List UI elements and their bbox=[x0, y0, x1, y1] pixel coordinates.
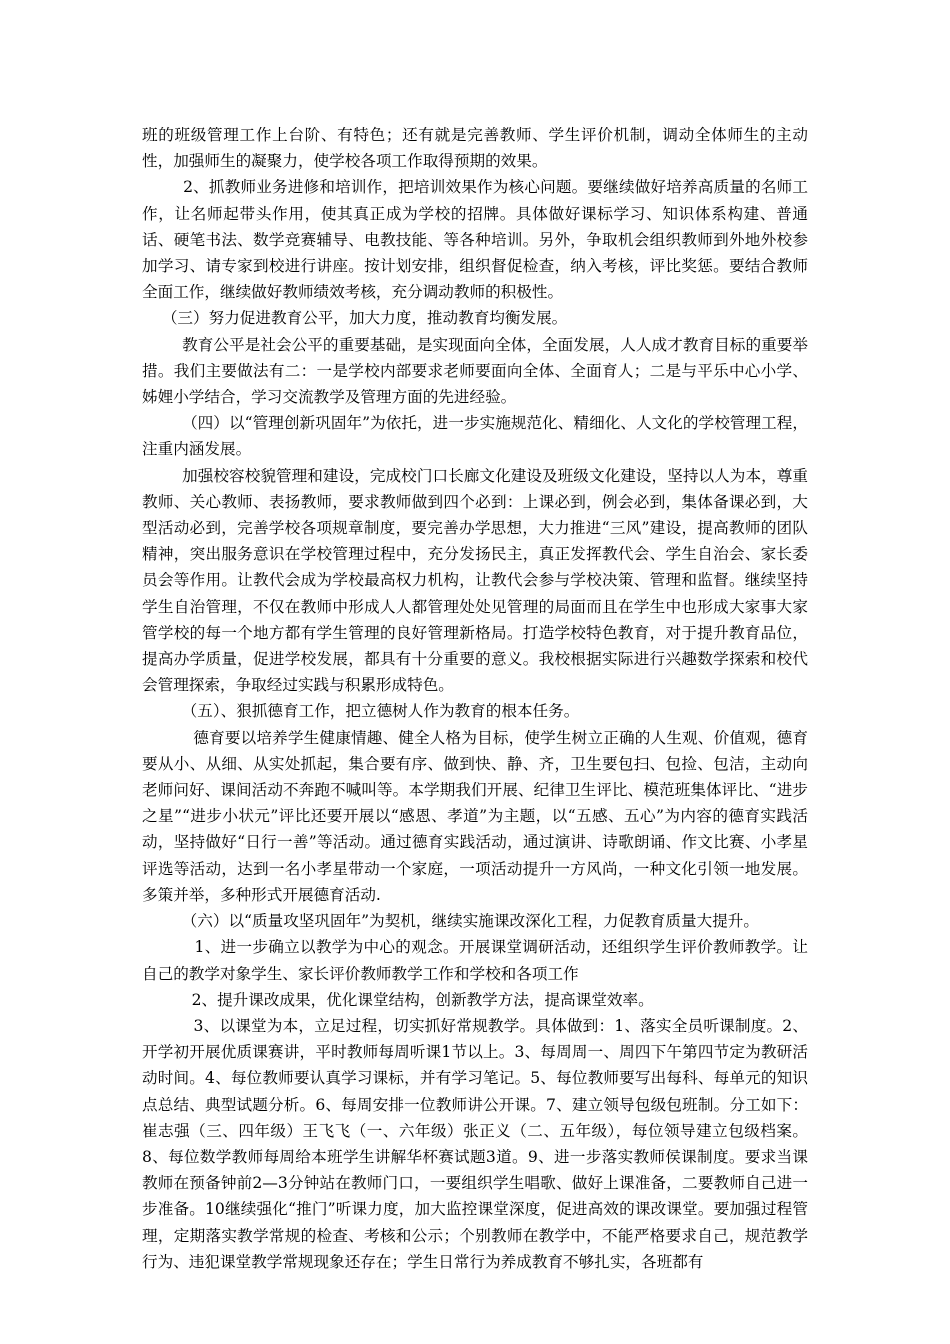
paragraph-campus-management: 加强校容校貌管理和建设，完成校门口长廊文化建设及班级文化建设，坚持以人为本，尊重教师、关心教师、表扬教师，要求教师做到四个必到：上课必到，例会必到，集体备课必到，大型活动必到，完善学校各项规章制度，要完善办学思想，大力推进“三风”建设，提高教师的团队精神，突出服务意识在学校管理过程中，充分发扬民主，真正发挥教代会、学生自治会、家长委员会等作用。让教代会成为学校最高权力机构，让教代会参与学校决策、管理和监督。继续坚持学生自治管理，不仅在教师中形成人人都管理处处见管理的局面而且在学生中也形成大家事大家管学校的每一个地方都有学生管理的良好管理新格局。打造学校特色教育，对于提升教育品位，提高办学质量，促进学校发展，都具有十分重要的意义。我校根据实际进行兴趣数学探索和校代会管理探索，争取经过实践与积累形成特色。 bbox=[142, 466, 808, 695]
document-body bbox=[142, 122, 808, 1275]
paragraph-classroom-routine: 3、以课堂为本，立足过程，切实抓好常规教学。具体做到：1、落实全员听课制度。2、开学初开展优质课赛讲，平时教师每周听课1节以上。3、每周周一、周四下午第四节定为教研活动时间。4、每位教师要认真学习课标，并有学习笔记。5、每位教师要写出每科、每单元的知识点总结、典型试题分析。6、每周安排一位教师讲公开课。7、建立领导包级包班制。分工如下：崔志强（三、四年级）王飞飞（一、六年级）张正义（二、五年级），每位领导建立包级档案。8、每位数学教师每周给本班学生讲解华杯赛试题3道。9、进一步落实教师侯课制度。要求当课教师在预备钟前2—3分钟站在教师门口，一要组织学生唱歌、做好上课准备，二要教师自己进一步准备。10继续强化“推门”听课力度，加大监控课堂深度，促进高效的课改课堂。要加强过程管理，定期落实教学常规的检查、考核和公示；个别教师在教学中，不能严格要求自己，规范教学行为、违犯课堂教学常规现象还存在；学生日常行为养成教育不够扎实，各班都有 bbox=[142, 1016, 808, 1271]
section-heading-teaching-quality: （六）以“质量攻坚巩固年”为契机，继续实施课改深化工程，力促教育质量大提升。 bbox=[142, 912, 759, 931]
paragraph-teacher-training: 2、抓教师业务进修和培训作，把培训效果作为核心问题。要继续做好培养高质量的名师工作，让名师起带头作用，使其真正成为学校的招牌。具体做好课标学习、知识体系构建、普通话、硬笔书法、数学竞赛辅导、电教技能、等各种培训。另外，争取机会组织教师到外地外校参加学习、请专家到校进行讲座。按计划安排，组织督促检查，纳入考核，评比奖惩。要结合教师全面工作，继续做好教师绩效考核，充分调动教师的积极性。 bbox=[142, 178, 808, 302]
paragraph-moral-education: 德育要以培养学生健康情趣、健全人格为目标，使学生树立正确的人生观、价值观，德育要从小、从细、从实处抓起，集合要有序、做到快、静、齐，卫生要包扫、包捡、包洁，主动向老师问好、课间活动不奔跑不喊叫等。本学期我们开展、纪律卫生评比、模范班集体评比、“进步之星”“进步小状元”评比还要开展以“感恩、孝道”为主题，以“五感、五心”为内容的德育实践活动，坚持做好“日行一善”等活动。通过德育实践活动，通过演讲、诗歌朗诵、作文比赛、小孝星评选等活动，达到一名小孝星带动一个家庭，一项活动提升一方风尚，一种文化引领一地发展。多策并举，多种形式开展德育活动. bbox=[142, 728, 808, 904]
paragraph-teaching-center: 1、进一步确立以教学为中心的观念。开展课堂调研活动，还组织学生评价教师教学。让自己的教学对象学生、家长评价教师教学工作和学校和各项工作 bbox=[142, 938, 809, 983]
paragraph-curriculum-reform: 2、提升课改成果，优化课堂结构，创新教学方法，提高课堂效率。 bbox=[142, 990, 654, 1009]
section-heading-education-equity: （三）努力促进教育公平，加大力度，推动教育均衡发展。 bbox=[142, 309, 568, 328]
paragraph-class-management: 班的班级管理工作上台阶、有特色；还有就是完善教师、学生评价机制，调动全体师生的主动性，加强师生的凝聚力，使学校各项工作取得预期的效果。 bbox=[142, 126, 808, 171]
section-heading-moral-education: （五）、狠抓德育工作，把立德树人作为教育的根本任务。 bbox=[142, 702, 580, 721]
paragraph-education-equity: 教育公平是社会公平的重要基础，是实现面向全体，全面发展，人人成才教育目标的重要举措。我们主要做法有二：一是学校内部要求老师要面向全体、全面育人；二是与平乐中心小学、姊娌小学结合，学习交流教学及管理方面的先进经验。 bbox=[142, 335, 808, 407]
section-heading-management-innovation: （四）以“管理创新巩固年”为依托，进一步实施规范化、精细化、人文化的学校管理工程，注重内涵发展。 bbox=[142, 414, 808, 459]
